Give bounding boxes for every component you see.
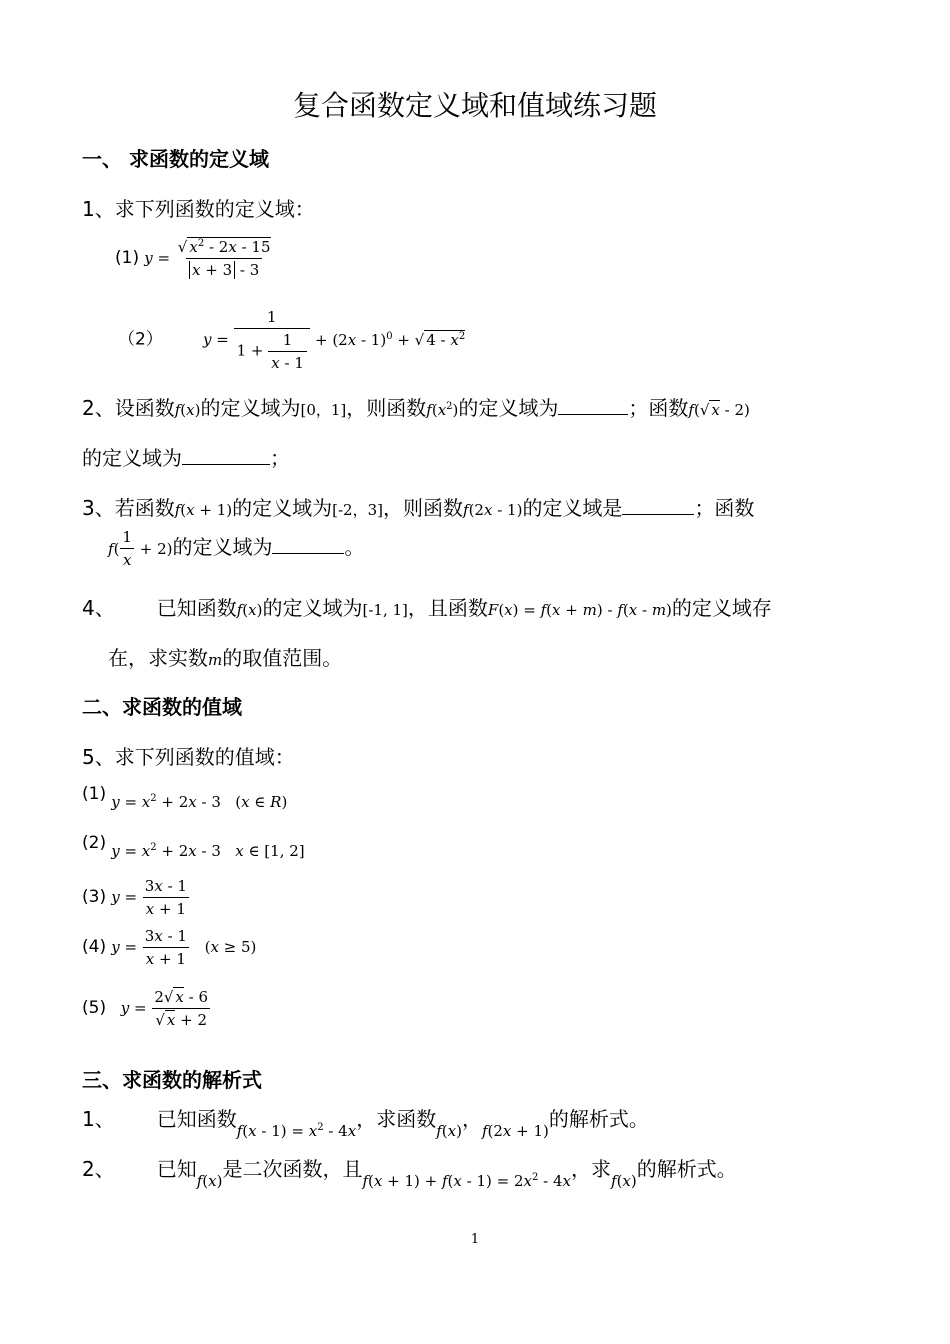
question-1-stem: 1、求下列函数的定义域： <box>82 197 315 221</box>
section-heading-range: 二、求函数的值域 <box>82 695 242 719</box>
page-title: 复合函数定义域和值域练习题 <box>292 89 657 122</box>
question-5-part-4: (4) y = $\frac{3x - 1}{x + 1}$ (x ≥ 5) <box>82 927 257 968</box>
section-heading-domain: 一、 求函数的定义域 <box>82 147 269 171</box>
question-5-part-2: (2) $y = x^2 + 2x - 3$ x ∈ [1, 2] <box>82 833 305 860</box>
question-5-part-1: (1) $y = x^2 + 2x - 3$ (x ∈ R) <box>82 784 288 811</box>
section-3-question-1: 1、 已知函数$_{f(x - 1) = x^2 - 4x}$，求函数$_{f(x)}$，$_{f(2x + 1)}$的解析式。 <box>82 1107 649 1140</box>
question-2-line-1: 2、设函数f(x)的定义域为[0，1]，则函数$f(x^2)$的定义域为 ；函数f(√ x - 2) <box>82 396 750 420</box>
part-label: （2） <box>118 329 163 350</box>
answer-blank[interactable] <box>558 414 628 415</box>
formula-fraction: $\frac{√ x^2 - 2x - 15}{x + 3 - 3}$ <box>177 238 271 279</box>
question-1-part-2: （2） y = 1 1 + $\frac{1}{x - 1}$ + (2x - 1)$^0$ + √ $4 - x^2$ <box>118 308 466 372</box>
answer-blank[interactable] <box>182 464 270 465</box>
formula-fraction: 1 1 + $\frac{1}{x - 1}$ <box>234 308 310 372</box>
part-label: (1) <box>115 248 140 268</box>
question-5-stem: 5、求下列函数的值域： <box>82 745 295 769</box>
question-1-part-1: (1) y = $\frac{√ x^2 - 2x - 15}{x + 3 - 3}$ <box>115 238 274 279</box>
page-number: 1 <box>470 1232 480 1247</box>
question-3-line-2: f( $\frac{1}{x}$ + 2)的定义域为 。 <box>108 528 365 569</box>
question-4-line-1: 4、 已知函数f(x)的定义域为[-1, 1]，且函数F(x) = f(x + m) - f(x - m)的定义域存 <box>82 596 772 620</box>
question-2-line-2: 的定义域为 ； <box>82 446 290 470</box>
question-4-line-2: 在，求实数m的取值范围。 <box>108 646 343 670</box>
question-5-part-5: (5) y = $\frac{2√ x - 6}{√ x + 2}$ <box>82 988 209 1029</box>
section-heading-expression: 三、求函数的解析式 <box>82 1068 262 1092</box>
question-3-line-1: 3、若函数f(x + 1)的定义域为[-2，3]，则函数f(2x - 1)的定义域是 ；函数 <box>82 496 755 520</box>
answer-blank[interactable] <box>622 514 694 515</box>
section-3-question-2: 2、 已知$_{f(x)}$是二次函数，且$_{f(x + 1) + f(x - 1) = 2x^2 - 4x}$，求$_{f(x)}$的解析式。 <box>82 1157 737 1190</box>
question-5-part-3: (3) y = $\frac{3x - 1}{x + 1}$ <box>82 877 187 918</box>
answer-blank[interactable] <box>272 553 344 554</box>
